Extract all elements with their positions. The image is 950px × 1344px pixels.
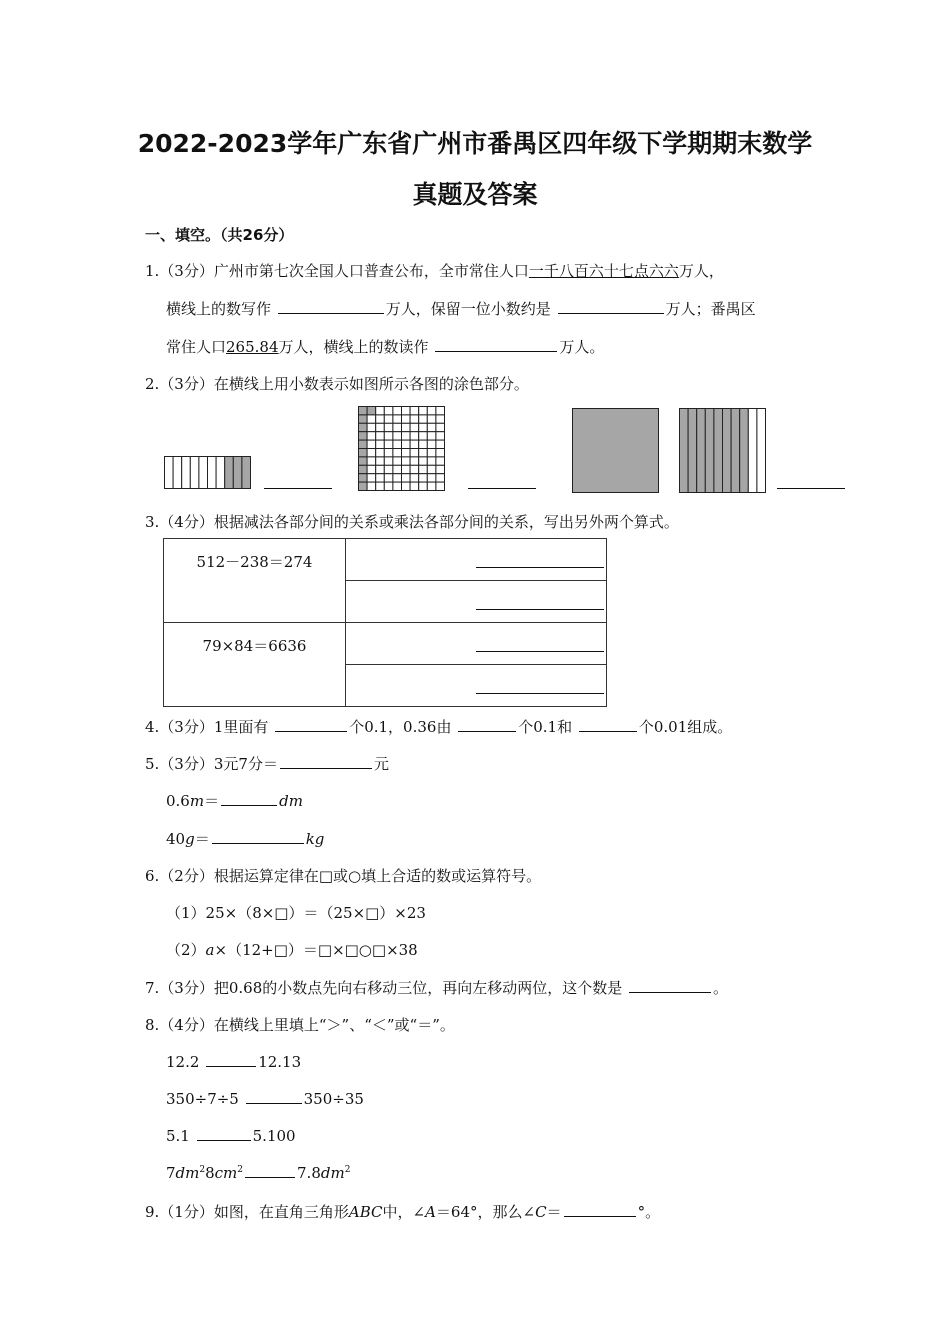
q8-right: 350÷35	[303, 1090, 364, 1108]
q3-answer-blank-1[interactable]	[476, 567, 604, 568]
grid-cell	[436, 482, 445, 490]
grid-cell	[419, 440, 428, 448]
q1-text: 常住人口	[166, 338, 227, 356]
question-7	[145, 977, 728, 998]
grid-cell	[436, 415, 445, 423]
q8-answer-blank-3[interactable]	[197, 1126, 251, 1141]
grid-cell	[376, 432, 385, 440]
shaded-cell	[359, 482, 368, 490]
q4-text: 个0.1和	[518, 718, 573, 736]
grid-cell	[427, 465, 436, 473]
grid-cell	[393, 407, 402, 415]
grid-cell	[427, 449, 436, 457]
q7-text: 。	[713, 979, 729, 997]
grid-cell	[376, 474, 385, 482]
grid-cell	[427, 457, 436, 465]
question-5-line1	[145, 753, 389, 774]
q1-text: 万人。	[559, 338, 605, 356]
grid-cell	[402, 457, 411, 465]
q5-text: 0.6	[166, 792, 190, 810]
q8-answer-blank-1[interactable]	[206, 1052, 256, 1067]
q1-underlined-number: 一千八百六十七点六六	[528, 262, 679, 280]
grid-cell	[384, 432, 393, 440]
question-6-part-2	[166, 939, 418, 960]
grid-cell	[384, 423, 393, 431]
strip	[182, 457, 191, 489]
grid-cell	[367, 440, 376, 448]
q1-suffix: 万人，	[678, 262, 724, 280]
grid-cell	[393, 423, 402, 431]
q9-triangle-name: ABC	[348, 1203, 383, 1221]
strip	[190, 457, 199, 489]
q8-left: 12.2	[166, 1053, 200, 1071]
shaded-strip	[688, 409, 697, 493]
grid-cell	[402, 407, 411, 415]
grid-cell	[427, 432, 436, 440]
grid-cell	[402, 465, 411, 473]
q8-exponent: 2	[237, 1165, 244, 1175]
grid-cell	[436, 465, 445, 473]
shaded-cell	[367, 407, 376, 415]
shaded-strip	[233, 457, 242, 489]
q9-text: 中，∠	[382, 1203, 426, 1221]
q1-answer-blank-2[interactable]	[558, 299, 664, 314]
q8-right: 7.8	[297, 1164, 321, 1182]
question-5-line3	[166, 828, 324, 849]
q3-equation-1: 512－238＝274	[164, 539, 346, 623]
section-heading: 一、填空。（共26分）	[145, 226, 294, 244]
grid-cell	[376, 407, 385, 415]
q2-answer-blank-2[interactable]	[468, 488, 536, 489]
grid-cell	[367, 482, 376, 490]
shaded-cell	[359, 474, 368, 482]
q8-left: 8	[205, 1164, 215, 1182]
shaded-cell	[359, 440, 368, 448]
strip	[748, 409, 757, 493]
q9-answer-blank[interactable]	[564, 1202, 636, 1217]
page-title: 2022-2023学年广东省广州市番禺区四年级下学期期末数学	[137, 129, 813, 158]
grid-cell	[410, 432, 419, 440]
grid-cell	[410, 465, 419, 473]
shaded-strip	[705, 409, 714, 493]
q6-text: ×（12+□）＝□×□○□×38	[214, 941, 418, 959]
question-6-text: 6.（2分）根据运算定律在□或○填上合适的数或运算符号。	[145, 867, 542, 885]
strip	[216, 457, 225, 489]
shaded-strip	[697, 409, 706, 493]
grid-cell	[376, 457, 385, 465]
grid-cell	[393, 449, 402, 457]
question-9	[145, 1201, 660, 1222]
shaded-strip	[723, 409, 732, 493]
grid-cell	[419, 407, 428, 415]
grid-cell	[402, 432, 411, 440]
grid-cell	[384, 474, 393, 482]
q7-answer-blank[interactable]	[629, 978, 711, 993]
grid-cell	[410, 415, 419, 423]
grid-cell	[402, 482, 411, 490]
grid-cell	[384, 407, 393, 415]
q1-text: 横线上的数写作	[166, 300, 272, 318]
grid-cell	[393, 482, 402, 490]
question-6-part-1: （1）25×（8×□）＝（25×□）×23	[166, 904, 426, 922]
strip	[199, 457, 208, 489]
question-5-line2	[166, 790, 303, 811]
q8-row-3	[166, 1126, 296, 1145]
grid-cell	[384, 440, 393, 448]
grid-cell	[427, 482, 436, 490]
q1-text: 万人，保留一位小数约是	[385, 300, 551, 318]
grid-cell	[376, 423, 385, 431]
figure-hundred-grid	[358, 406, 446, 492]
grid-cell	[436, 423, 445, 431]
grid-cell	[376, 465, 385, 473]
grid-cell	[427, 440, 436, 448]
grid-cell	[436, 457, 445, 465]
q1-underlined-number-2: 265.84	[226, 338, 279, 356]
q8-unit: cm	[214, 1164, 238, 1182]
shaded-strip	[714, 409, 723, 493]
grid-cell	[384, 457, 393, 465]
strip	[757, 409, 766, 493]
q5-text: 5.（3分）3元7分＝	[145, 755, 278, 773]
grid-cell	[367, 457, 376, 465]
grid-cell	[419, 465, 428, 473]
question-2-text: 2.（3分）在横线上用小数表示如图所示各图的涂色部分。	[145, 375, 529, 393]
grid-cell	[384, 449, 393, 457]
q5-unit: g	[185, 830, 195, 848]
q5-unit: m	[189, 792, 205, 810]
q9-text: 9.（1分）如图，在直角三角形	[145, 1203, 349, 1221]
q8-left: 5.1	[166, 1127, 190, 1145]
q5-text: 40	[166, 830, 186, 848]
strip	[173, 457, 182, 489]
grid-cell	[384, 415, 393, 423]
strip	[208, 457, 217, 489]
q9-angle-c: C	[535, 1203, 547, 1221]
q9-angle-a: A	[425, 1203, 436, 1221]
q8-answer-blank-4[interactable]	[245, 1163, 295, 1178]
grid-cell	[419, 449, 428, 457]
q3-answer-cell	[346, 581, 607, 623]
q3-equation-2: 79×84＝6636	[164, 623, 346, 707]
grid-cell	[427, 415, 436, 423]
shaded-cell	[359, 449, 368, 457]
q4-answer-blank-3[interactable]	[579, 717, 637, 732]
q8-answer-blank-2[interactable]	[246, 1089, 302, 1104]
grid-cell	[367, 423, 376, 431]
grid-cell	[419, 432, 428, 440]
shaded-square	[573, 409, 659, 493]
shaded-cell	[359, 457, 368, 465]
shaded-cell	[359, 432, 368, 440]
grid-cell	[402, 449, 411, 457]
q6-variable: a	[205, 941, 215, 959]
q4-answer-blank-2[interactable]	[458, 717, 516, 732]
grid-cell	[393, 457, 402, 465]
q4-text: 4.（3分）1里面有	[145, 718, 269, 736]
grid-cell	[427, 423, 436, 431]
figure-strips-tenths	[164, 456, 252, 490]
grid-cell	[410, 482, 419, 490]
grid-cell	[436, 474, 445, 482]
figure-full-square	[572, 408, 660, 494]
grid-cell	[402, 415, 411, 423]
q3-answer-cell	[346, 623, 607, 665]
shaded-strip	[680, 409, 689, 493]
q8-row-4	[166, 1163, 350, 1182]
question-8-text: 8.（4分）在横线上里填上“＞”、“＜”或“＝”。	[145, 1016, 455, 1034]
grid-cell	[419, 423, 428, 431]
grid-cell	[367, 465, 376, 473]
grid-cell	[410, 474, 419, 482]
shaded-cell	[359, 423, 368, 431]
grid-cell	[410, 423, 419, 431]
figure-strips-tenths-2	[679, 408, 767, 494]
grid-cell	[436, 432, 445, 440]
grid-cell	[376, 415, 385, 423]
grid-cell	[410, 457, 419, 465]
grid-cell	[384, 465, 393, 473]
q5-unit: kg	[305, 830, 325, 848]
grid-cell	[419, 415, 428, 423]
strip	[165, 457, 174, 489]
q9-text: °。	[637, 1203, 661, 1221]
grid-cell	[410, 449, 419, 457]
grid-cell	[367, 415, 376, 423]
q5-text: ＝	[204, 792, 220, 810]
q5-unit: dm	[279, 792, 303, 810]
question-3-text: 3.（4分）根据减法各部分间的关系或乘法各部分间的关系，写出另外两个算式。	[145, 513, 679, 531]
q5-answer-blank-2[interactable]	[221, 791, 277, 806]
q3-answer-blank-3[interactable]	[476, 651, 604, 652]
grid-cell	[393, 465, 402, 473]
q8-right: 5.100	[252, 1127, 296, 1145]
q5-answer-blank-1[interactable]	[280, 754, 372, 769]
q3-answer-cell	[346, 665, 607, 707]
grid-cell	[436, 407, 445, 415]
grid-cell	[402, 423, 411, 431]
q8-right: 12.13	[258, 1053, 302, 1071]
q4-text: 个0.01组成。	[638, 718, 733, 736]
q8-row-2	[166, 1089, 364, 1108]
grid-cell	[367, 449, 376, 457]
grid-cell	[436, 440, 445, 448]
grid-cell	[410, 407, 419, 415]
q8-exponent: 2	[199, 1165, 206, 1175]
q4-text: 个0.1，0.36由	[349, 718, 452, 736]
q5-answer-blank-3[interactable]	[212, 829, 304, 844]
grid-cell	[419, 474, 428, 482]
grid-cell	[427, 474, 436, 482]
question-1-line2	[166, 298, 756, 319]
q7-text: 7.（3分）把0.68的小数点先向右移动三位，再向左移动两位，这个数是	[145, 979, 623, 997]
q4-answer-blank-1[interactable]	[275, 717, 347, 732]
grid-cell	[410, 440, 419, 448]
grid-cell	[419, 482, 428, 490]
q2-answer-blank-3[interactable]	[777, 488, 845, 489]
q1-text: 万人；番禺区	[665, 300, 756, 318]
q1-answer-blank-1[interactable]	[278, 299, 384, 314]
shaded-strip	[225, 457, 234, 489]
q9-text: ＝64°，那么∠	[435, 1203, 536, 1221]
grid-cell	[384, 482, 393, 490]
q2-answer-blank-1[interactable]	[264, 488, 332, 489]
q8-exponent: 2	[344, 1165, 351, 1175]
grid-cell	[402, 474, 411, 482]
q3-table	[163, 538, 607, 707]
shaded-strip	[242, 457, 251, 489]
grid-cell	[393, 432, 402, 440]
grid-cell	[367, 474, 376, 482]
shaded-strip	[740, 409, 749, 493]
question-4	[145, 716, 732, 737]
q8-unit: dm	[320, 1164, 345, 1182]
question-1-line1	[145, 260, 724, 281]
q8-unit: dm	[175, 1164, 200, 1182]
q8-left: 7	[166, 1164, 176, 1182]
question-1-line3	[166, 336, 604, 357]
grid-cell	[393, 415, 402, 423]
q6-text: （2）	[166, 941, 206, 959]
q9-text: ＝	[546, 1203, 562, 1221]
q5-unit: 元	[373, 755, 389, 773]
grid-cell	[376, 482, 385, 490]
shaded-cell	[359, 465, 368, 473]
q1-prefix: 1.（3分）广州市第七次全国人口普查公布，全市常住人口	[145, 262, 529, 280]
grid-cell	[376, 440, 385, 448]
grid-cell	[427, 407, 436, 415]
grid-cell	[436, 449, 445, 457]
shaded-cell	[359, 407, 368, 415]
q5-text: ＝	[194, 830, 210, 848]
q3-answer-cell	[346, 539, 607, 581]
shaded-cell	[359, 415, 368, 423]
page-subtitle: 真题及答案	[412, 180, 538, 209]
grid-cell	[419, 457, 428, 465]
q1-answer-blank-3[interactable]	[435, 337, 557, 352]
grid-cell	[393, 440, 402, 448]
grid-cell	[393, 474, 402, 482]
grid-cell	[376, 449, 385, 457]
grid-cell	[402, 440, 411, 448]
q8-left: 350÷7÷5	[166, 1090, 239, 1108]
shaded-strip	[731, 409, 740, 493]
q3-answer-blank-2[interactable]	[476, 609, 604, 610]
q8-row-1	[166, 1052, 301, 1071]
q1-text: 万人，横线上的数读作	[278, 338, 429, 356]
q3-answer-blank-4[interactable]	[476, 693, 604, 694]
grid-cell	[367, 432, 376, 440]
